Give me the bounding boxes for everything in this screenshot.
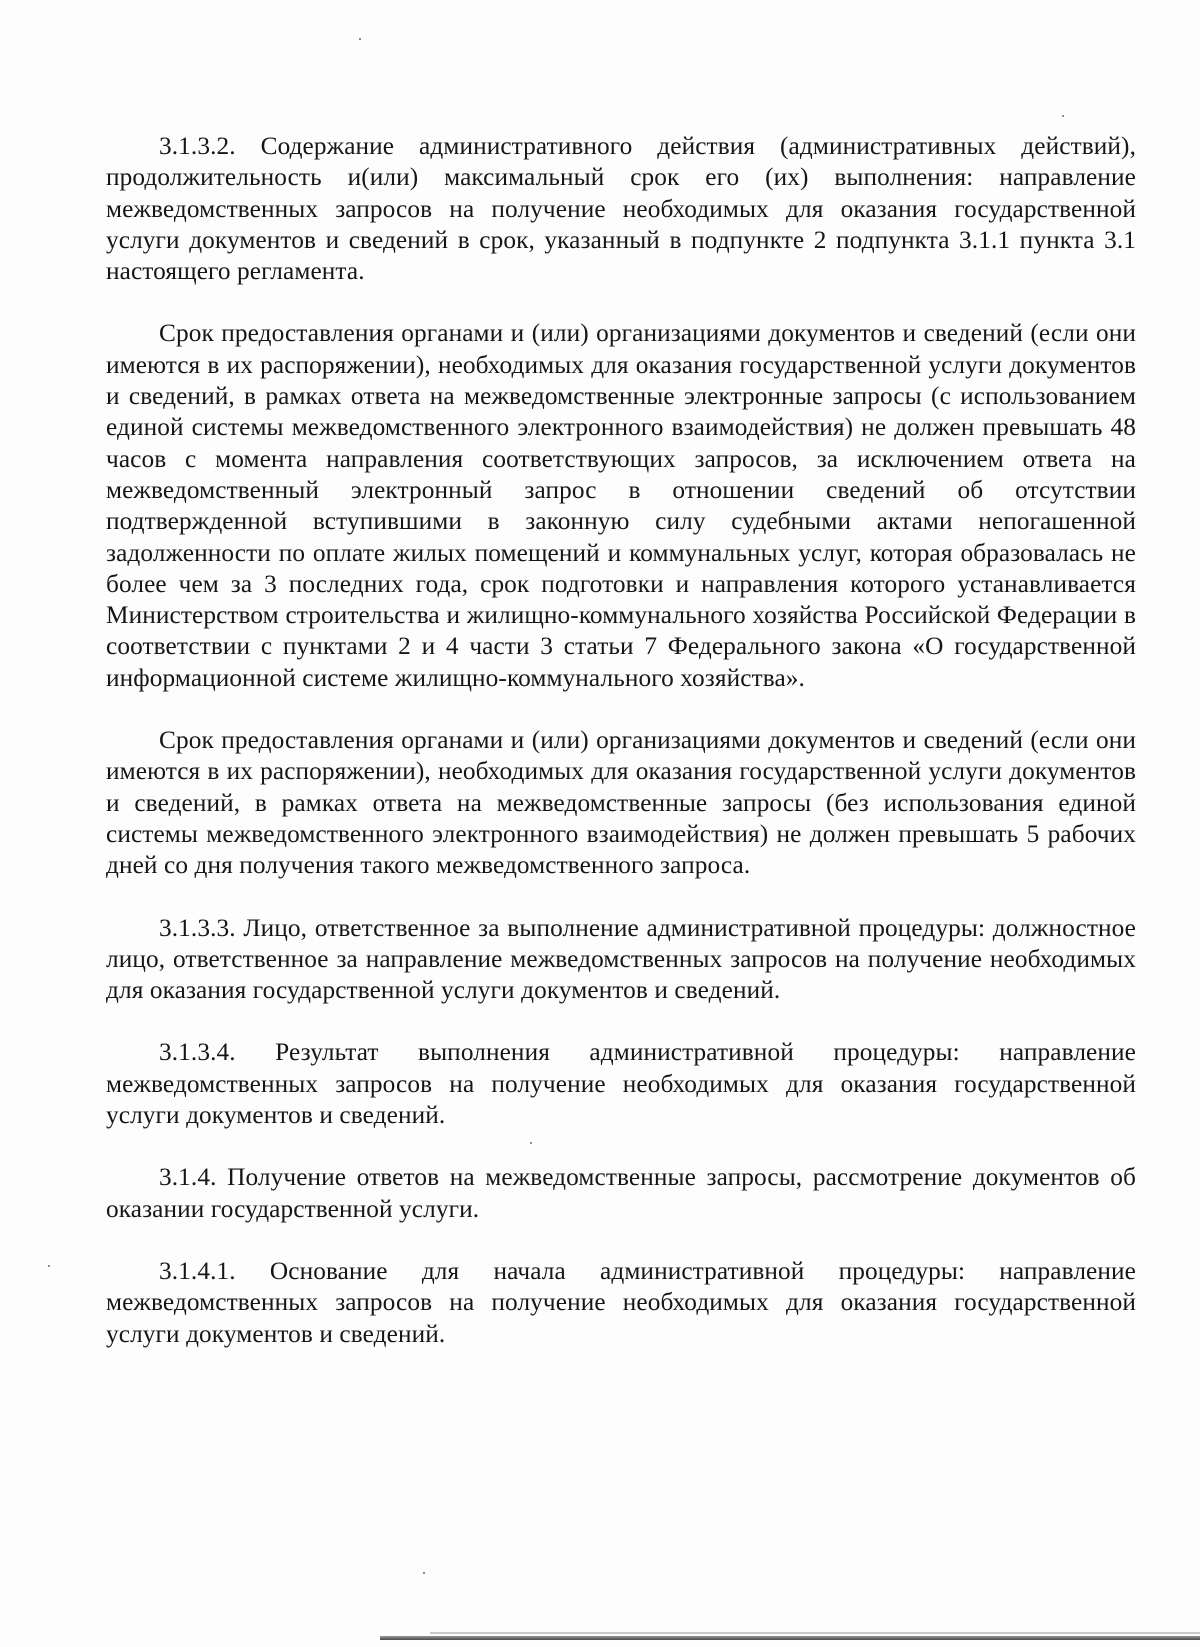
paragraph-3-1-4: 3.1.4. Получение ответов на межведомственные запросы, рассмотрение документов об оказании государственной услуги. <box>106 1163 1136 1223</box>
paragraph-non-electronic-request-term: Срок предоставления органами и (или) организациями документов и сведений (если они имеются в их распоряжении), необходимых для оказания государственной услуги документов и сведений, в рамках ответа на межведомственные запросы (без использования единой системы межведомственного электронного взаимодействия) не должен превышать 5 рабочих дней со дня получения такого межведомственного запроса. <box>106 726 1136 880</box>
document-body <box>106 131 1136 1381</box>
paragraph-3-1-3-3: 3.1.3.3. Лицо, ответственное за выполнение административной процедуры: должностное лицо, ответственное за направление межведомственных запросов на получение необходимых для оказания государственной услуги документов и сведений. <box>106 913 1136 1005</box>
scan-speck <box>1062 115 1064 117</box>
scan-edge <box>380 1636 1200 1640</box>
paragraph-electronic-request-term: Срок предоставления органами и (или) организациями документов и сведений (если они имеются в их распоряжении), необходимых для оказания государственной услуги документов и сведений, в рамках ответа на межведомственные электронные запросы (с использованием единой системы межведомственного электронного взаимодействия) не должен превышать 48 часов с момента направления соответствующих запросов, за исключением ответа на межведомственный электронный запрос в отношении сведений об отсутствии подтвержденной вступившими в законную силу судебными актами непогашенной задолженности по оплате жилых помещений и коммунальных услуг, которая образовалась не более чем за 3 последних года, срок подготовки и направления которого устанавливается Министерством строительства и жилищно-коммунального хозяйства Российской Федерации в соответствии с пунктами 2 и 4 части 3 статьи 7 Федерального закона «О государственной информационной системе жилищно-коммунального хозяйства». <box>106 319 1136 692</box>
scan-speck <box>48 1265 50 1267</box>
scan-speck <box>359 38 361 40</box>
scan-speck <box>423 1572 425 1574</box>
scan-edge-shadow <box>430 1632 1200 1634</box>
paragraph-3-1-4-1: 3.1.4.1. Основание для начала административной процедуры: направление межведомственных запросов на получение необходимых для оказания государственной услуги документов и сведений. <box>106 1256 1136 1348</box>
paragraph-3-1-3-4: 3.1.3.4. Результат выполнения административной процедуры: направление межведомственных запросов на получение необходимых для оказания государственной услуги документов и сведений. <box>106 1038 1136 1130</box>
paragraph-3-1-3-2: 3.1.3.2. Содержание административного действия (административных действий), продолжительность и(или) максимальный срок его (их) выполнения: направление межведомственных запросов на получение необходимых для оказания государственной услуги документов и сведений в срок, указанный в подпункте 2 подпункта 3.1.1 пункта 3.1 настоящего регламента. <box>106 132 1136 286</box>
scan-speck <box>530 1142 532 1144</box>
